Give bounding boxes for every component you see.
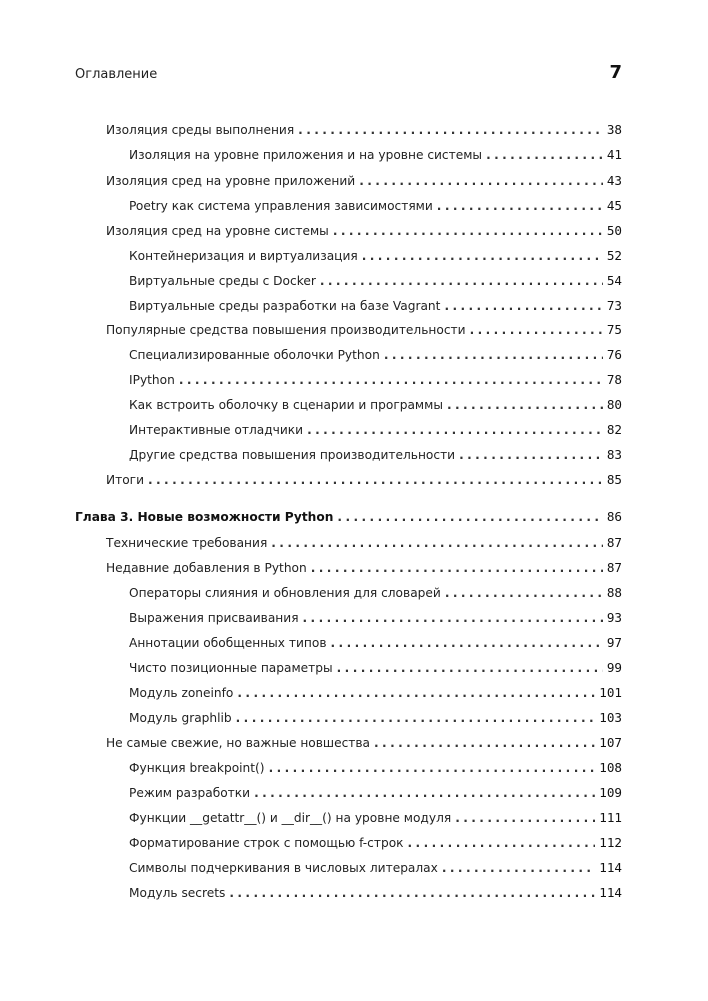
- toc-entry-page: 114: [599, 885, 622, 900]
- toc-entry: [129, 685, 622, 705]
- toc-entry-title: Операторы слияния и обновления для словарей: [129, 586, 441, 600]
- toc-entry-title: Контейнеризация и виртуализация: [129, 249, 358, 263]
- toc-entry-page: 83: [606, 447, 622, 462]
- toc-entry-page: 112: [599, 835, 622, 850]
- toc-entry-page: 87: [606, 535, 622, 550]
- dot-leader: [148, 473, 603, 487]
- toc-entry: [129, 422, 622, 442]
- toc-entry-title: Модуль secrets: [129, 886, 226, 900]
- dot-leader: [470, 323, 603, 337]
- toc-entry-page: 85: [606, 472, 622, 487]
- toc-entry-page: 103: [599, 710, 622, 725]
- toc-entry-title: Изоляция сред на уровне системы: [106, 224, 329, 238]
- dot-leader: [229, 886, 595, 900]
- toc-entry-page: 38: [606, 122, 622, 137]
- dot-leader: [303, 611, 603, 625]
- toc-entry-title: Символы подчеркивания в числовых литералах: [129, 861, 438, 875]
- toc-entry-page: 76: [606, 347, 622, 362]
- dot-leader: [333, 224, 603, 238]
- toc-entry-title: Изоляция среды выполнения: [106, 123, 295, 137]
- toc-entry-title: Изоляция сред на уровне приложений: [106, 174, 356, 188]
- toc-entry-page: 80: [606, 397, 622, 412]
- toc-entry-title: Функция breakpoint(): [129, 761, 265, 775]
- dot-leader: [236, 711, 596, 725]
- toc-entry: [129, 298, 622, 318]
- dot-leader: [254, 786, 595, 800]
- dot-leader: [337, 510, 602, 524]
- toc-entry-page: 73: [606, 298, 622, 313]
- toc-entry: [106, 535, 622, 555]
- dot-leader: [437, 199, 603, 213]
- toc-entry-page: 50: [606, 223, 622, 238]
- dot-leader: [374, 736, 595, 750]
- dot-leader: [362, 249, 603, 263]
- toc-entry: [106, 560, 622, 580]
- toc-entry-title: Функции __getattr__() и __dir__() на уровне модуля: [129, 811, 452, 825]
- toc-entry-page: 75: [606, 322, 622, 337]
- dot-leader: [459, 448, 603, 462]
- toc-entry: [129, 397, 622, 417]
- toc-entry-page: 41: [606, 147, 622, 162]
- toc-entry-page: 52: [606, 248, 622, 263]
- toc-entry-page: 101: [599, 685, 622, 700]
- dot-leader: [447, 398, 603, 412]
- toc-entry-title: Модуль graphlib: [129, 711, 232, 725]
- header-page-number: 7: [609, 62, 622, 83]
- toc-entry-page: 93: [606, 610, 622, 625]
- toc-entry-title: Итоги: [106, 473, 144, 487]
- toc-entry: [106, 223, 622, 243]
- toc-entry: [129, 347, 622, 367]
- toc-entry-page: 86: [606, 509, 622, 524]
- toc-entry-page: 97: [606, 635, 622, 650]
- toc-entry-page: 78: [606, 372, 622, 387]
- toc-entry: [129, 147, 622, 167]
- dot-leader: [337, 661, 603, 675]
- toc-entry: [129, 610, 622, 630]
- dot-leader: [179, 373, 603, 387]
- toc-entry-title: Недавние добавления в Python: [106, 561, 307, 575]
- toc-entry: [129, 885, 622, 905]
- toc-entry: [129, 785, 622, 805]
- toc-entry-page: 107: [599, 735, 622, 750]
- dot-leader: [307, 423, 603, 437]
- toc-entry: [129, 660, 622, 680]
- toc-entry: [129, 585, 622, 605]
- toc-entry-title: Популярные средства повышения производительности: [106, 323, 466, 337]
- toc-entry-title: IPython: [129, 373, 175, 387]
- toc-entry-page: 88: [606, 585, 622, 600]
- toc-entry-page: 54: [606, 273, 622, 288]
- dot-leader: [384, 348, 603, 362]
- toc-entry-page: 43: [606, 173, 622, 188]
- toc-entry-title: Специализированные оболочки Python: [129, 348, 380, 362]
- toc-entry-title: Другие средства повышения производительности: [129, 448, 456, 462]
- toc-entry-title: Чисто позиционные параметры: [129, 661, 333, 675]
- toc-entry: [129, 860, 622, 880]
- toc-entry-title: Виртуальные среды с Docker: [129, 274, 316, 288]
- dot-leader: [237, 686, 595, 700]
- toc-entry-page: 109: [599, 785, 622, 800]
- toc-entry-page: 87: [606, 560, 622, 575]
- dot-leader: [311, 561, 603, 575]
- toc-entry-page: 99: [606, 660, 622, 675]
- toc-entry-title: Форматирование строк с помощью f-строк: [129, 836, 404, 850]
- toc-entry-title: Как встроить оболочку в сценарии и программы: [129, 398, 443, 412]
- toc-entry-title: Глава 3. Новые возможности Python: [75, 510, 334, 524]
- dot-leader: [445, 586, 603, 600]
- toc-entry: [129, 447, 622, 467]
- toc-entry: [106, 173, 622, 193]
- toc-entry-page: 111: [599, 810, 622, 825]
- toc-entry-title: Интерактивные отладчики: [129, 423, 304, 437]
- toc-entry-title: Изоляция на уровне приложения и на уровне системы: [129, 148, 483, 162]
- dot-leader: [320, 274, 603, 288]
- toc-entry: [129, 198, 622, 218]
- toc-entry-title: Не самые свежие, но важные новшества: [106, 736, 371, 750]
- dot-leader: [271, 536, 603, 550]
- toc-entry: [129, 710, 622, 730]
- toc-entry-title: Виртуальные среды разработки на базе Vagrant: [129, 299, 441, 313]
- dot-leader: [442, 861, 595, 875]
- toc-entry: [129, 635, 622, 655]
- toc-entry-page: 82: [606, 422, 622, 437]
- header-title: Оглавление: [75, 67, 158, 82]
- toc-entry-title: Аннотации обобщенных типов: [129, 636, 327, 650]
- dot-leader: [269, 761, 596, 775]
- toc-entry: [129, 835, 622, 855]
- toc-entry-page: 45: [606, 198, 622, 213]
- toc-entry-page: 114: [599, 860, 622, 875]
- dot-leader: [486, 148, 603, 162]
- dot-leader: [444, 299, 602, 313]
- toc-entry-title: Выражения присваивания: [129, 611, 299, 625]
- dot-leader: [331, 636, 603, 650]
- toc-entry-page: 108: [599, 760, 622, 775]
- toc-entry-title: Режим разработки: [129, 786, 251, 800]
- toc-entry: [129, 372, 622, 392]
- toc-entry: [106, 472, 622, 492]
- dot-leader: [408, 836, 596, 850]
- toc-entry-title: Poetry как система управления зависимостями: [129, 199, 433, 213]
- toc-chapter-entry: [75, 509, 622, 529]
- dot-leader: [359, 174, 603, 188]
- toc-entry: [106, 735, 622, 755]
- dot-leader: [455, 811, 595, 825]
- toc-entry: [106, 322, 622, 342]
- dot-leader: [298, 123, 603, 137]
- toc-entry: [129, 810, 622, 830]
- toc-entry: [129, 248, 622, 268]
- toc-entry: [106, 122, 622, 142]
- toc-entry-title: Модуль zoneinfo: [129, 686, 234, 700]
- toc-entry: [129, 273, 622, 293]
- toc-entry-title: Технические требования: [106, 536, 268, 550]
- toc-entry: [129, 760, 622, 780]
